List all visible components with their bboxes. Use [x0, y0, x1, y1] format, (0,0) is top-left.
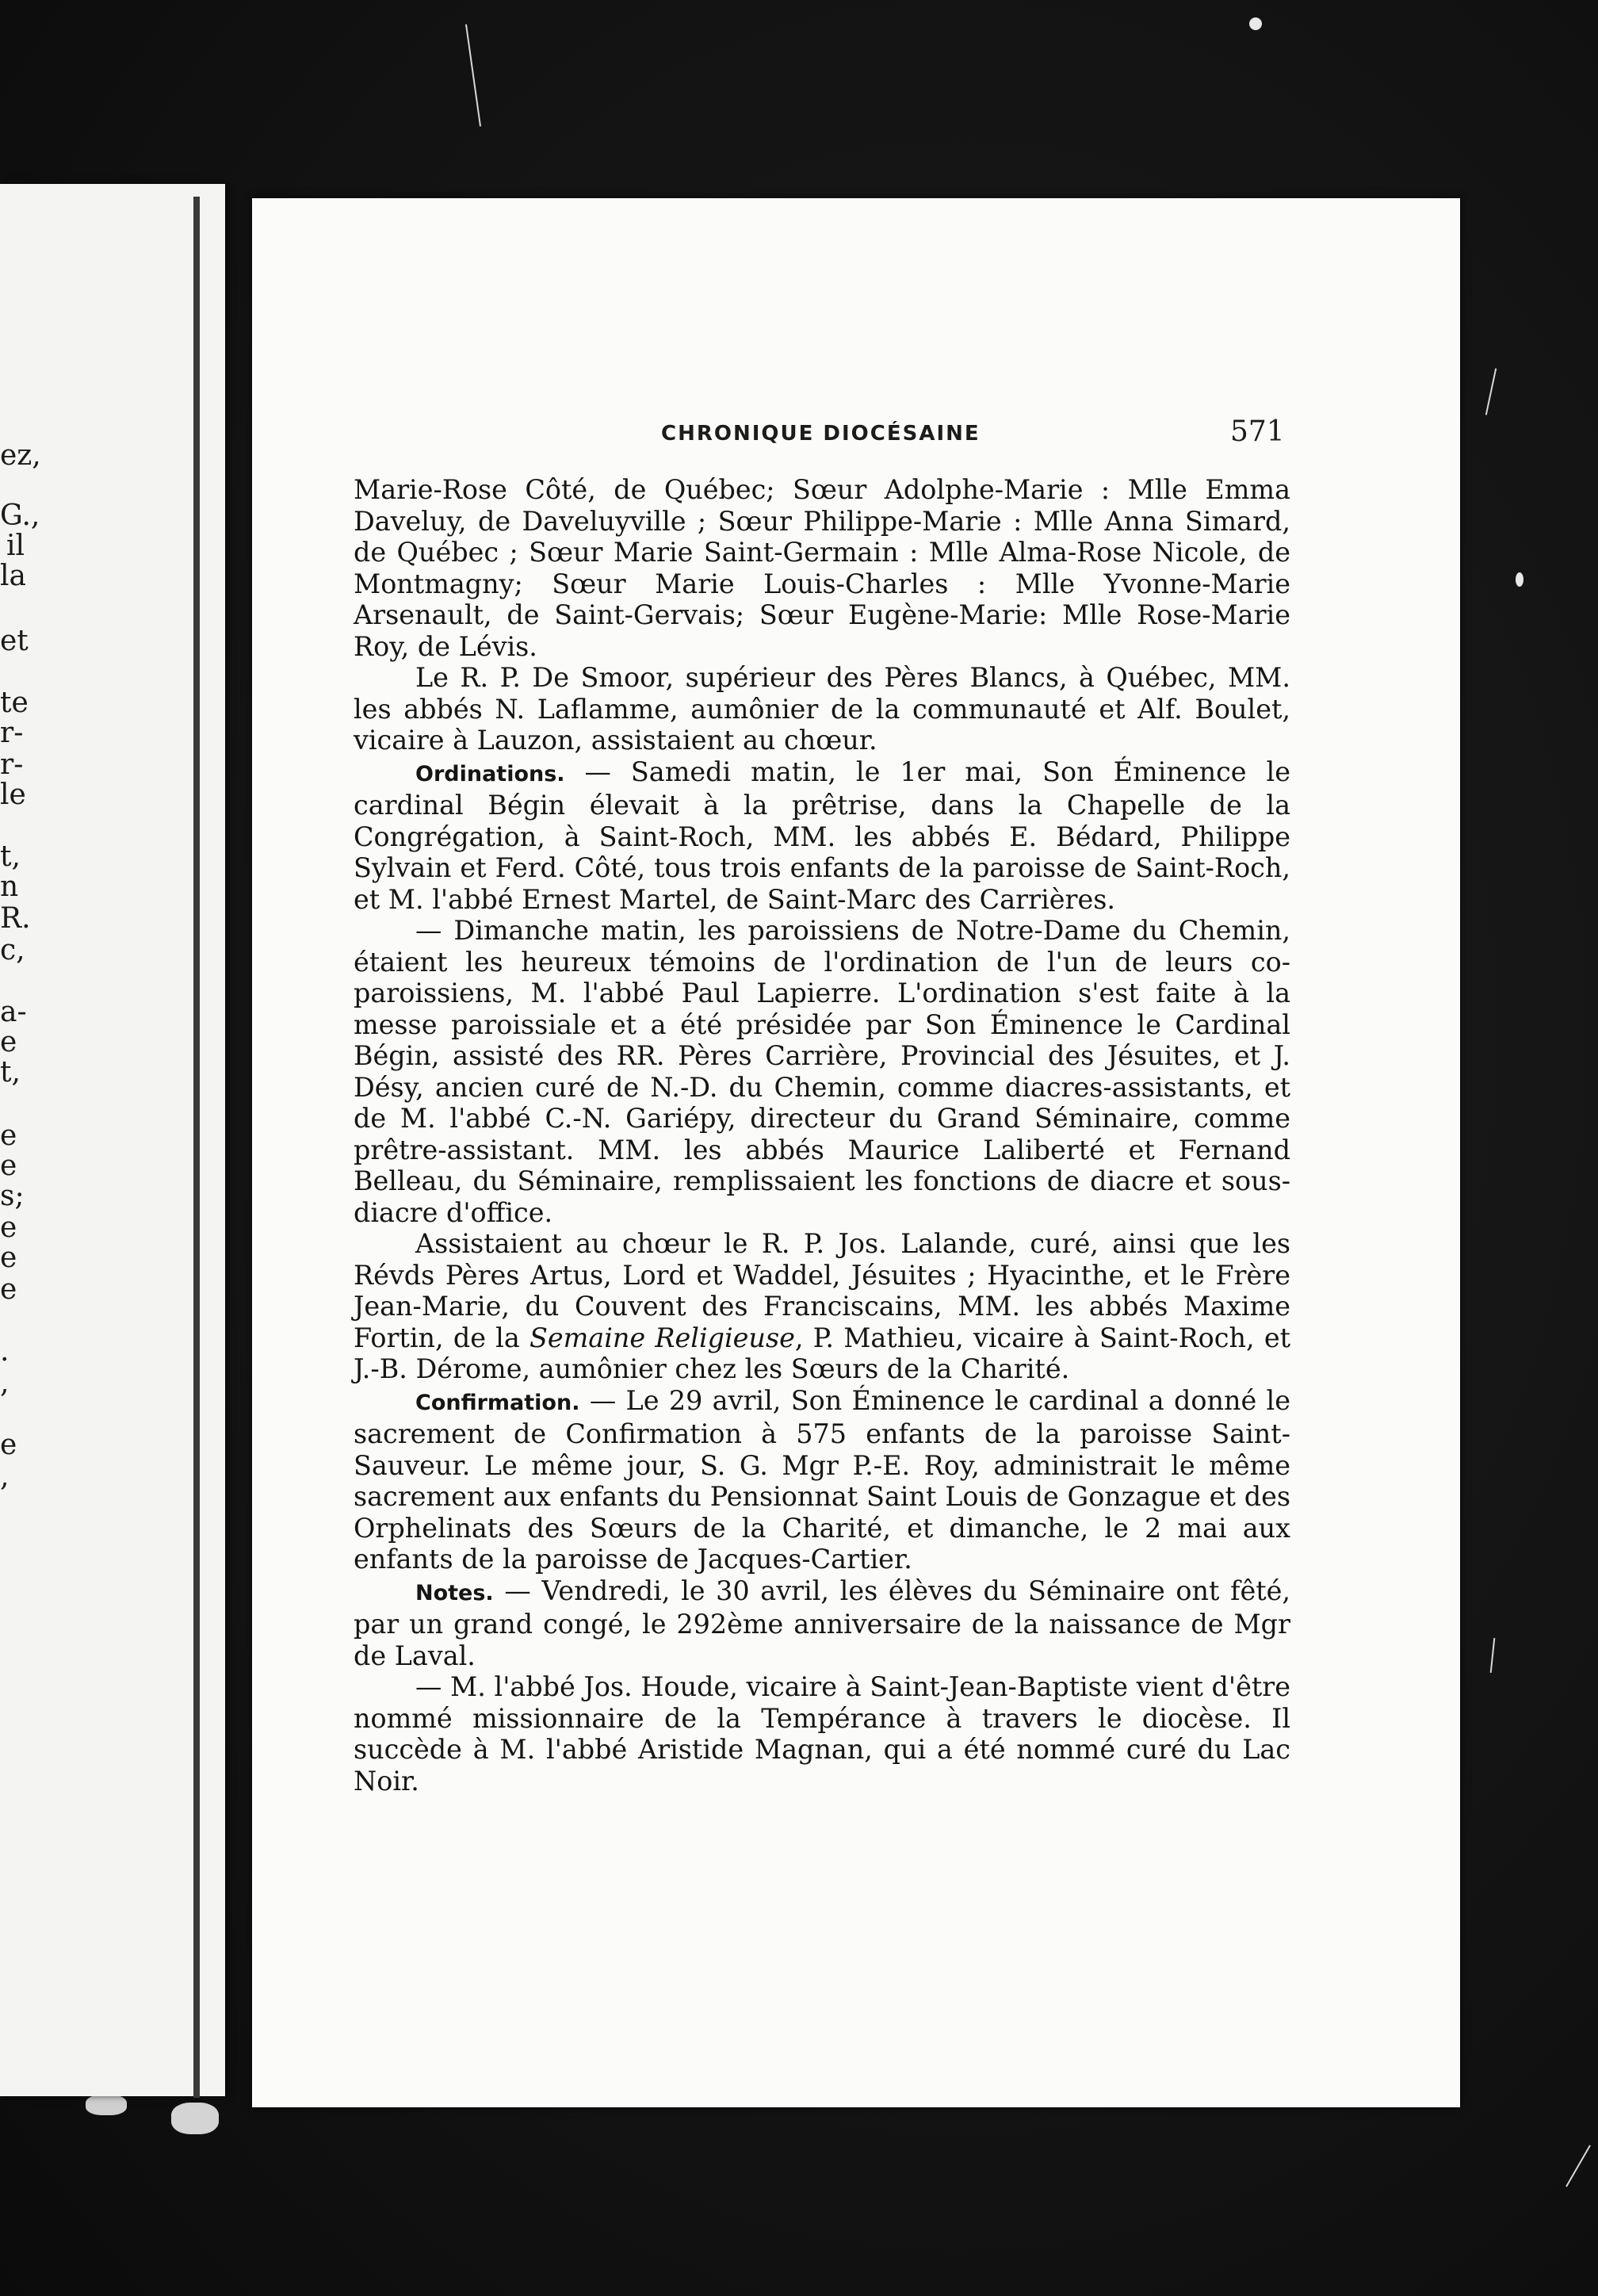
film-scratch [1490, 1638, 1496, 1673]
film-speck [86, 2095, 127, 2115]
left-fragment: e [0, 1242, 17, 1274]
left-fragment: e [0, 1150, 17, 1182]
left-fragment: t, [0, 840, 21, 873]
paragraph-text: — Vendredi, le 30 avril, les élèves du Séminaire ont fêté, par un grand congé, le 292ème anniversaire de la naissance de Mgr de Laval. [354, 1575, 1290, 1671]
running-title: CHRONIQUE DIOCÉSAINE [661, 422, 981, 446]
left-fragment: e [0, 1273, 17, 1306]
film-scratch [1566, 2145, 1591, 2187]
section-heading-ordinations: Ordinations. [415, 761, 565, 786]
left-fragment: il [6, 530, 25, 562]
left-fragment: le [0, 779, 26, 811]
left-fragment: e [0, 1429, 17, 1461]
main-page [252, 198, 1460, 2107]
left-facing-page [0, 184, 225, 2096]
article-text [354, 474, 1290, 1797]
left-fragment: t, [0, 1056, 21, 1089]
film-speck [1516, 572, 1523, 587]
paragraph-text: — Samedi matin, le 1er mai, Son Éminence le cardinal Bégin élevait à la prêtrise, dans la Chapelle de la Congrégation, à Saint-Roch, MM. les abbés E. Bédard, Philippe Sylvain et Ferd. Côté, tous trois enfants de la paroisse de Saint-Roch, et M. l'abbé Ernest Martel, de Saint-Marc des Carrières. [354, 756, 1290, 915]
left-fragment: , [0, 1460, 10, 1493]
section-heading-notes: Notes. [415, 1580, 494, 1605]
paragraph-text: , P. Mathieu, vicaire à Saint-Roch, et J.-B. Dérome, aumônier chez les Sœurs de la Charité. [354, 1322, 1291, 1384]
section-heading-confirmation: Confirmation. [415, 1390, 580, 1415]
page-gutter [193, 197, 200, 2098]
page-header [252, 415, 1460, 469]
left-fragment: ez, [0, 439, 41, 472]
left-fragment: a- [0, 996, 27, 1028]
page-number: 571 [1230, 415, 1285, 448]
left-fragment: n [0, 871, 19, 903]
paragraph-choir-assistants [354, 1228, 1290, 1385]
left-fragment: e [0, 1119, 17, 1152]
left-fragment: G., [0, 499, 40, 532]
paragraph-text: Assistaient au chœur le R. P. Jos. Lalande, curé, ainsi que les Révds Pères Artus, Lord et Waddel, Jésuites ; Hyacinthe, et le Frère Jean-Marie, du Couvent des Franciscains, MM. les abbés Maxime Fortin, de la [354, 1228, 1290, 1353]
paragraph-confirmation [354, 1385, 1290, 1575]
left-fragment: r- [0, 717, 24, 749]
italic-title: Semaine Religieuse [529, 1322, 795, 1353]
paragraph-sunday-ordination: — Dimanche matin, les paroissiens de Notre-Dame du Chemin, étaient les heureux témoins de l'ordination de l'un de leurs co-paroissiens, M. l'abbé Paul Lapierre. L'ordination s'est faite à la messe paroissiale et a été présidée par Son Éminence le Cardinal Bégin, assisté des RR. Pères Carrière, Provincial des Jésuites, et J. Désy, ancien curé de N.-D. du Chemin, comme diacres-assistants, et de M. l'abbé C.-N. Gariépy, directeur du Grand Séminaire, comme prêtre-assistant. MM. les abbés Maurice Laliberté et Fernand Belleau, du Séminaire, remplissaient les fonctions de diacre et sous-diacre d'office. [354, 915, 1290, 1228]
left-fragment: , [0, 1367, 10, 1399]
film-speck [1249, 17, 1262, 30]
left-fragment: c, [0, 934, 25, 966]
left-fragment: te [0, 687, 29, 719]
paragraph-text: — Le 29 avril, Son Éminence le cardinal a donné le sacrement de Confirmation à 575 enfants de la paroisse Saint-Sauveur. Le même jour, S. G. Mgr P.-E. Roy, administrait le même sacrement aux enfants du Pensionnat Saint Louis de Gonzague et des Orphelinats des Sœurs de la Charité, et dimanche, le 2 mai aux enfants de la paroisse de Jacques-Cartier. [354, 1384, 1290, 1575]
film-speck [171, 2103, 219, 2134]
left-fragment: la [0, 560, 26, 592]
left-fragment: e [0, 1026, 17, 1058]
paragraph-notes [354, 1575, 1290, 1672]
paragraph-houde-appointment: — M. l'abbé Jos. Houde, vicaire à Saint-Jean-Baptiste vient d'être nommé missionnaire de la Tempérance à travers le diocèse. Il succède à M. l'abbé Aristide Magnan, qui a été nommé curé du Lac Noir. [354, 1671, 1290, 1797]
left-fragment: e [0, 1211, 17, 1244]
paragraph-religious-names: Marie-Rose Côté, de Québec; Sœur Adolphe-Marie : Mlle Emma Daveluy, de Daveluyville ; Sœur Philippe-Marie : Mlle Anna Simard, de Québec ; Sœur Marie Saint-Germain : Mlle Alma-Rose Nicole, de Montmagny; Sœur Marie Louis-Charles : Mlle Yvonne-Marie Arsenault, de Saint-Gervais; Sœur Eugène-Marie: Mlle Rose-Marie Roy, de Lévis. [354, 474, 1290, 662]
left-fragment: r- [0, 748, 24, 781]
paragraph-assistants: Le R. P. De Smoor, supérieur des Pères Blancs, à Québec, MM. les abbés N. Laflamme, aumônier de la communauté et Alf. Boulet, vicaire à Lauzon, assistaient au chœur. [354, 662, 1290, 756]
left-fragment: . [0, 1335, 10, 1368]
left-fragment: R. [0, 902, 31, 935]
paragraph-ordinations [354, 756, 1290, 916]
left-page-text-fragments [0, 184, 225, 2096]
film-scratch [1485, 368, 1497, 415]
left-fragment: s; [0, 1180, 25, 1212]
film-scratch [465, 24, 481, 126]
left-fragment: et [0, 625, 29, 657]
